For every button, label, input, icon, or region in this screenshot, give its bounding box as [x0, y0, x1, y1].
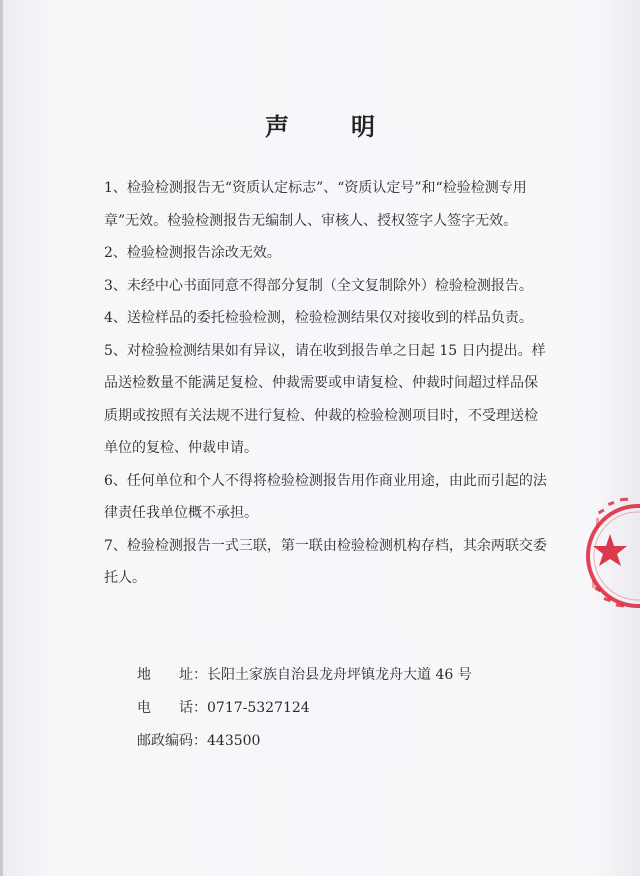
- postcode-value: 443500: [207, 733, 261, 749]
- seal-star-icon: [593, 534, 627, 566]
- statement-item-1: 1、检验检测报告无“资质认定标志”、“资质认定号”和“检验检测专用章”无效。检验检测报告无编制人、审核人、授权签字人签字无效。: [104, 180, 527, 229]
- statement-item-5: 5、对检验检测结果如有异议，请在收到报告单之日起 15 日内提出。样品送检数量不能满足复检、仲裁需要或申请复检、仲裁时间超过样品保质期或按照有关法规不进行复检、仲裁的检验检测项目时，不受理送检单位的复检、仲裁申请。: [104, 342, 546, 456]
- title-char-2: 明: [351, 112, 375, 141]
- phone-row: [137, 692, 472, 725]
- statement-item-4: 4、送检样品的委托检验检测，检验检测结果仅对接收到的样品负责。: [104, 310, 533, 326]
- statement-item-7: 7、检验检测报告一式三联，第一联由检验检测机构存档，其余两联交委托人。: [104, 537, 547, 586]
- statement-item-3: 3、未经中心书面同意不得部分复制（全文复制除外）检验检测报告。: [104, 277, 533, 294]
- address-label-1: 地: [137, 667, 151, 683]
- official-seal-stamp: [586, 488, 640, 624]
- contact-block: [137, 659, 472, 758]
- statement-body: [104, 172, 549, 595]
- title-char-1: 声: [265, 112, 289, 141]
- statement-item-2: 2、检验检测报告涂改无效。: [104, 245, 281, 261]
- phone-value: 0717-5327124: [207, 700, 310, 716]
- phone-label-1: 电: [137, 700, 151, 716]
- postcode-label: 邮政编码：: [137, 733, 207, 749]
- phone-label-2: 话：: [179, 700, 207, 716]
- postcode-row: [137, 725, 472, 758]
- page-title: [0, 107, 640, 142]
- address-row: [137, 659, 472, 692]
- statement-item-6: 6、任何单位和个人不得将检验检测报告用作商业用途，由此而引起的法律责任我单位概不承担。: [104, 472, 547, 521]
- address-label-2: 址：: [179, 667, 207, 683]
- address-value: 长阳土家族自治县龙舟坪镇龙舟大道 46 号: [207, 667, 472, 683]
